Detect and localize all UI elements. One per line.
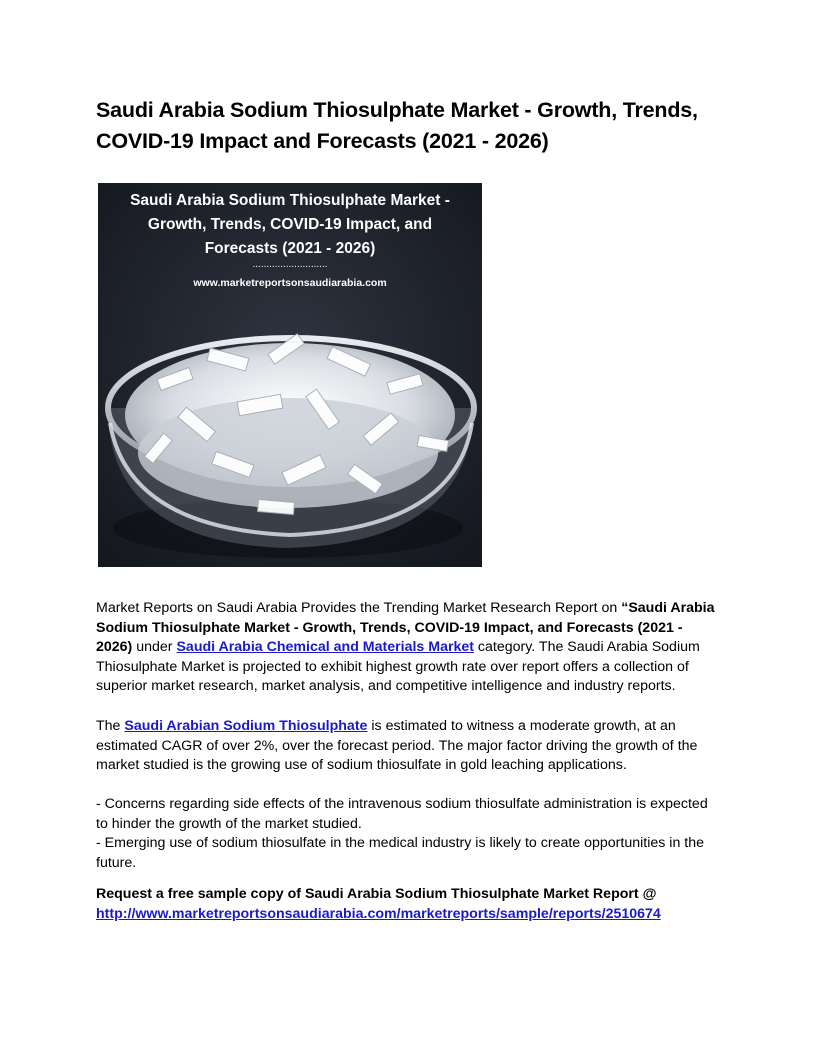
open-quote: “ [621,600,629,616]
report-name: Saudi Arabia Sodium Thiosulphate Market - Growth, Trends, COVID-19 Impact, and Forecasts (2021 - 2026) [96,600,715,656]
cover-dots: ........................... [252,259,328,270]
market-rest: is estimated to witness a moderate growth, at an estimated CAGR of over 2%, over the forecast period. The major factor driving the growth of the market studied is the growing use of sodium thiosulfate in gold leaching applications. [96,718,698,774]
market-link[interactable]: Saudi Arabian Sodium Thiosulphate [124,718,368,734]
document-title: Saudi Arabia Sodium Thiosulphate Market - Growth, Trends, COVID-19 Impact and Forecasts (2021 - 2026) [96,98,698,153]
cover-website: www.marketreportsonsaudiarabia.com [193,277,387,289]
cover-heading-line-1: Saudi Arabia Sodium Thiosulphate Market - [130,192,450,209]
sample-request-link[interactable]: http://www.marketreportsonsaudiarabia.com/marketreports/sample/reports/2510674 [96,905,661,922]
intro-under: under [132,639,177,656]
report-cover-image [98,183,482,567]
crystal-dish-illustration [98,183,482,567]
bullet-item: - Emerging use of sodium thiosulfate in the medical industry is likely to create opportunities in the future. [96,835,705,871]
sample-request [96,885,721,924]
market-lead: The [96,718,125,734]
cover-heading-line-3: Forecasts (2021 - 2026) [204,240,376,257]
intro-paragraph [96,599,721,697]
sample-request-text: Request a free sample copy of Saudi Arabia Sodium Thiosulphate Market Report @ [96,886,657,902]
intro-lead: Market Reports on Saudi Arabia Provides the Trending Market Research Report on [96,600,622,616]
cover-heading-line-2: Growth, Trends, COVID-19 Impact, and [147,216,433,233]
category-link[interactable]: Saudi Arabia Chemical and Materials Market [176,639,474,656]
bullet-item: - Concerns regarding side effects of the intravenous sodium thiosulfate administration is expected to hinder the growth of the market studied. [96,796,708,832]
intro-rest: category. The Saudi Arabia Sodium Thiosulphate Market is projected to exhibit highest growth rate over report offers a collection of superior market research, market analysis, and competitive intelligence and industry reports. [96,639,700,695]
market-paragraph [96,717,721,776]
